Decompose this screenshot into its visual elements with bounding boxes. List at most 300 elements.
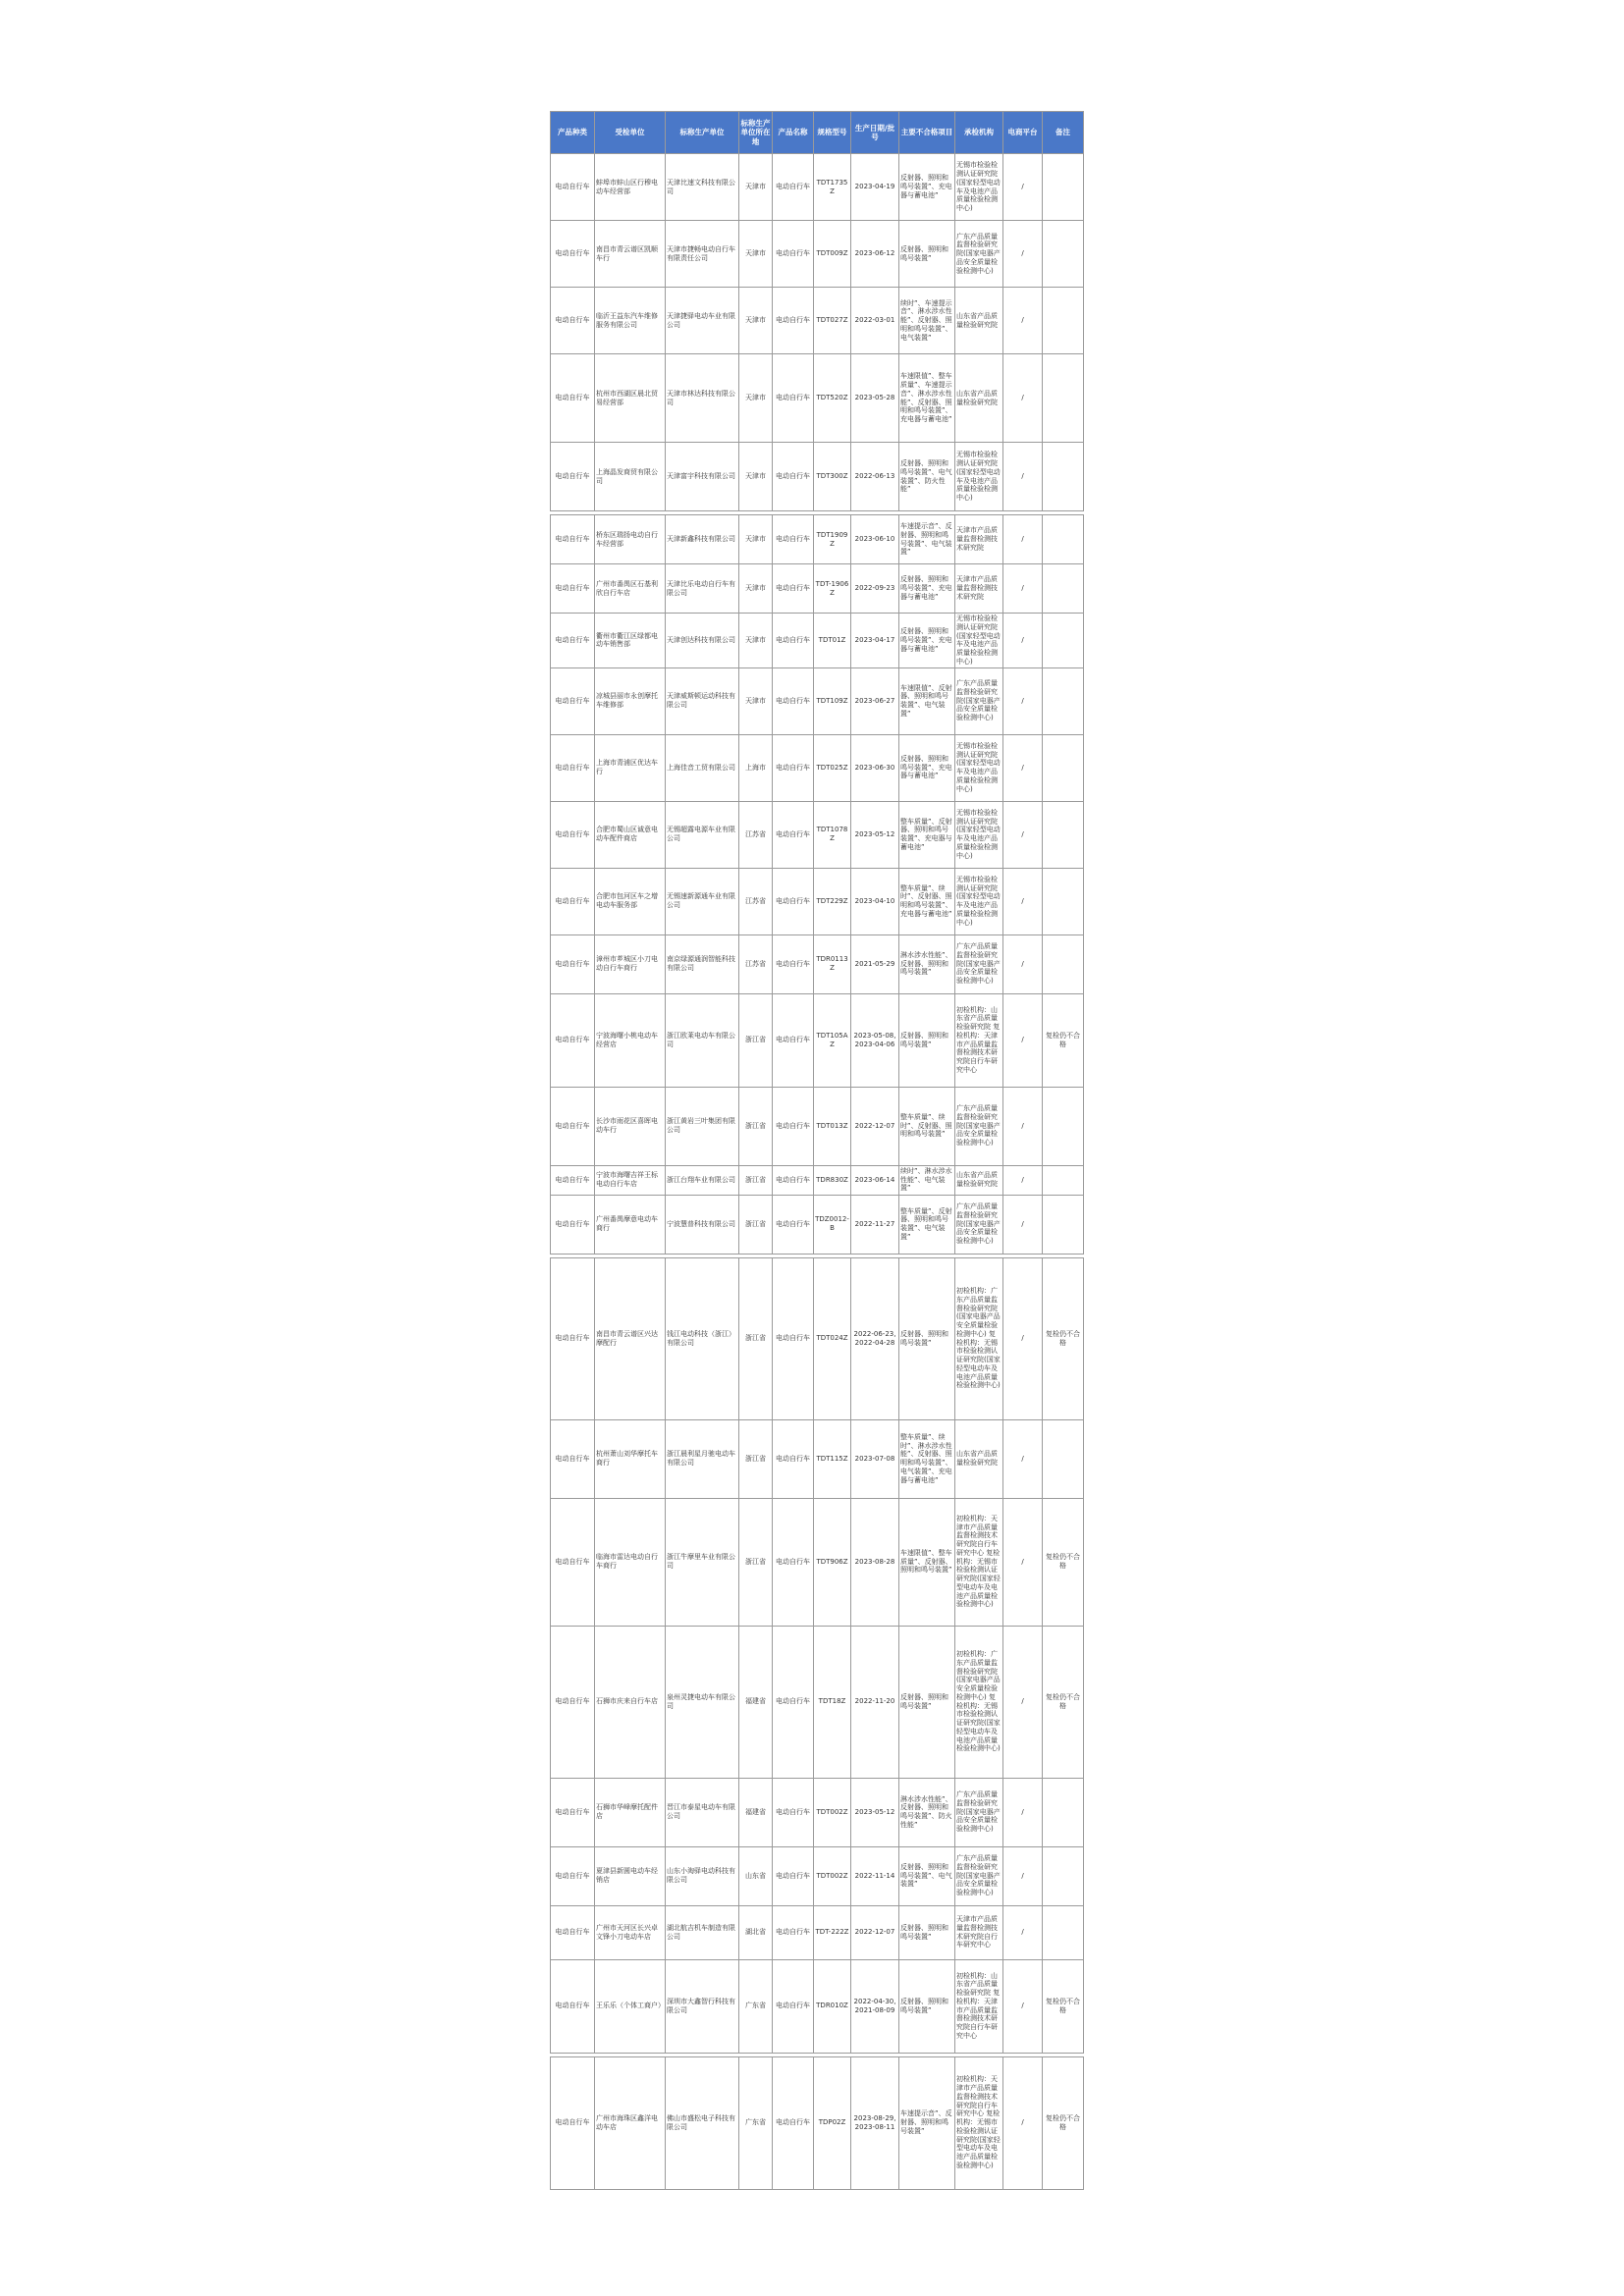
cell-location: 福建省	[739, 1626, 773, 1778]
cell-testing-agency: 山东省产品质量检验研究院	[955, 288, 1003, 354]
cell-inspected-unit: 宁波海曙小桃电动车经营店	[595, 993, 666, 1087]
cell-category: 电动自行车	[551, 515, 595, 564]
cell-remarks	[1043, 154, 1084, 221]
table-row	[551, 1087, 1084, 1165]
cell-production-date: 2023-06-30	[851, 734, 899, 801]
cell-testing-agency: 初检机构：山东省产品质量检验研究院 复检机构：天津市产品质量监督检测技术研究院自行车研究中心	[955, 1959, 1003, 2053]
cell-location: 湖北省	[739, 1905, 773, 1959]
cell-remarks	[1043, 564, 1084, 614]
cell-defects: 反射器、照明和鸣号装置”	[899, 1959, 955, 2053]
cell-ecommerce: /	[1003, 2056, 1043, 2189]
table-row	[551, 734, 1084, 801]
cell-production-date: 2022-11-14	[851, 1846, 899, 1905]
cell-category: 电动自行车	[551, 614, 595, 668]
cell-inspected-unit: 上海晶发商贸有限公司	[595, 443, 666, 511]
cell-location: 浙江省	[739, 993, 773, 1087]
cell-remarks: 复检仍不合格	[1043, 2056, 1084, 2189]
cell-inspected-unit: 杭州萧山刘华摩托车商行	[595, 1419, 666, 1498]
cell-testing-agency: 初检机构：山东省产品质量检验研究院 复检机构：天津市产品质量监督检测技术研究院自行车研究中心	[955, 993, 1003, 1087]
cell-inspected-unit: 合肥市蜀山区诚意电动车配件商店	[595, 801, 666, 868]
cell-manufacturer: 浙江欧莱电动车有限公司	[666, 993, 739, 1087]
cell-product-name: 电动自行车	[773, 1959, 814, 2053]
cell-location: 广东省	[739, 2056, 773, 2189]
cell-manufacturer: 浙江牛摩里车业有限公司	[666, 1498, 739, 1626]
cell-production-date: 2022-12-07	[851, 1087, 899, 1165]
cell-model: TDT-1906Z	[814, 564, 851, 614]
cell-location: 天津市	[739, 614, 773, 668]
cell-remarks	[1043, 1087, 1084, 1165]
cell-production-date: 2022-12-07	[851, 1905, 899, 1959]
table-row	[551, 1195, 1084, 1254]
cell-location: 浙江省	[739, 1087, 773, 1165]
cell-inspected-unit: 石狮市庆来自行车店	[595, 1626, 666, 1778]
cell-production-date: 2023-08-29,2023-08-11	[851, 2056, 899, 2189]
cell-location: 天津市	[739, 515, 773, 564]
cell-remarks	[1043, 1846, 1084, 1905]
col-header-category: 产品种类	[551, 112, 595, 154]
cell-product-name: 电动自行车	[773, 868, 814, 934]
cell-manufacturer: 天津比乐电动自行车有限公司	[666, 564, 739, 614]
cell-model: TDT01Z	[814, 614, 851, 668]
cell-location: 上海市	[739, 734, 773, 801]
cell-defects: 车速限值”、整车质量”、反射器、照明和鸣号装置”	[899, 1498, 955, 1626]
cell-ecommerce: /	[1003, 1257, 1043, 1419]
cell-manufacturer: 无锡超露电源车业有限公司	[666, 801, 739, 868]
cell-product-name: 电动自行车	[773, 667, 814, 734]
cell-remarks	[1043, 1905, 1084, 1959]
col-header-ecommerce: 电商平台	[1003, 112, 1043, 154]
cell-location: 天津市	[739, 667, 773, 734]
cell-product-name: 电动自行车	[773, 221, 814, 288]
cell-ecommerce: /	[1003, 515, 1043, 564]
cell-inspected-unit: 宁波市海曙吉祥王标电动自行车店	[595, 1165, 666, 1195]
cell-production-date: 2023-07-08	[851, 1419, 899, 1498]
cell-remarks: 复检仍不合格	[1043, 1498, 1084, 1626]
cell-inspected-unit: 临海市雷达电动自行车商行	[595, 1498, 666, 1626]
cell-model: TDT109Z	[814, 667, 851, 734]
cell-testing-agency: 山东省产品质量检验研究院	[955, 1165, 1003, 1195]
cell-testing-agency: 广东产品质量监督检验研究院(国家电器产品安全质量检验检测中心)	[955, 1087, 1003, 1165]
cell-ecommerce: /	[1003, 1626, 1043, 1778]
cell-production-date: 2022-03-01	[851, 288, 899, 354]
cell-manufacturer: 上海佳音工贸有限公司	[666, 734, 739, 801]
cell-remarks	[1043, 443, 1084, 511]
cell-production-date: 2023-06-14	[851, 1165, 899, 1195]
cell-ecommerce: /	[1003, 288, 1043, 354]
cell-inspected-unit: 广州市海珠区鑫洋电动车店	[595, 2056, 666, 2189]
col-header-manufacturer-location: 标称生产单位所在地	[739, 112, 773, 154]
cell-product-name: 电动自行车	[773, 1257, 814, 1419]
cell-manufacturer: 湖北航吉机车制造有限公司	[666, 1905, 739, 1959]
cell-production-date: 2022-06-23,2022-04-28	[851, 1257, 899, 1419]
cell-manufacturer: 天津比速文科技有限公司	[666, 154, 739, 221]
cell-location: 广东省	[739, 1959, 773, 2053]
cell-remarks: 复检仍不合格	[1043, 1257, 1084, 1419]
cell-inspected-unit: 漳州市芗城区小刀电动自行车商行	[595, 934, 666, 993]
cell-production-date: 2023-08-28	[851, 1498, 899, 1626]
cell-remarks	[1043, 934, 1084, 993]
cell-manufacturer: 天津富宇科技有限公司	[666, 443, 739, 511]
cell-category: 电动自行车	[551, 868, 595, 934]
cell-category: 电动自行车	[551, 1626, 595, 1778]
cell-model: TDT027Z	[814, 288, 851, 354]
cell-defects: 整车质量”、续时”、反射器、照明和鸣号装置”、充电器与蓄电池”	[899, 868, 955, 934]
cell-defects: 整车质量”、反射器、照明和鸣号装置”、电气装置”	[899, 1195, 955, 1254]
cell-defects: 反射器、照明和鸣号装置”	[899, 221, 955, 288]
cell-model: TDT009Z	[814, 221, 851, 288]
cell-category: 电动自行车	[551, 1195, 595, 1254]
cell-model: TDZ0012-B	[814, 1195, 851, 1254]
cell-remarks	[1043, 1195, 1084, 1254]
cell-manufacturer: 浙江黄岩三叶集团有限公司	[666, 1087, 739, 1165]
cell-product-name: 电动自行车	[773, 154, 814, 221]
cell-category: 电动自行车	[551, 1846, 595, 1905]
cell-manufacturer: 天津威斯顿运动科技有限公司	[666, 667, 739, 734]
cell-location: 浙江省	[739, 1165, 773, 1195]
cell-ecommerce: /	[1003, 564, 1043, 614]
cell-production-date: 2023-05-12	[851, 801, 899, 868]
cell-category: 电动自行车	[551, 1165, 595, 1195]
cell-model: TDT002Z	[814, 1778, 851, 1846]
cell-testing-agency: 广东产品质量监督检验研究院(国家电器产品安全质量检验检测中心)	[955, 221, 1003, 288]
cell-testing-agency: 广东产品质量监督检验研究院(国家电器产品安全质量检验检测中心)	[955, 667, 1003, 734]
cell-model: TDT002Z	[814, 1846, 851, 1905]
col-header-product-name: 产品名称	[773, 112, 814, 154]
cell-inspected-unit: 衢州市衢江区绿都电动车销售部	[595, 614, 666, 668]
cell-inspected-unit: 蚌埠市蚌山区行穆电动车经营部	[595, 154, 666, 221]
cell-ecommerce: /	[1003, 1419, 1043, 1498]
cell-location: 天津市	[739, 288, 773, 354]
col-header-remarks: 备注	[1043, 112, 1084, 154]
cell-ecommerce: /	[1003, 934, 1043, 993]
table-row	[551, 1959, 1084, 2053]
cell-remarks	[1043, 801, 1084, 868]
cell-defects: 续时”、淋水涉水性能”、电气装置”	[899, 1165, 955, 1195]
cell-ecommerce: /	[1003, 354, 1043, 443]
cell-remarks	[1043, 1419, 1084, 1498]
cell-category: 电动自行车	[551, 993, 595, 1087]
cell-defects: 反射器、照明和鸣号装置”、充电器与蓄电池”	[899, 564, 955, 614]
cell-model: TDT18Z	[814, 1626, 851, 1778]
cell-production-date: 2023-06-10	[851, 515, 899, 564]
cell-category: 电动自行车	[551, 154, 595, 221]
cell-model: TDT906Z	[814, 1498, 851, 1626]
table-body	[551, 154, 1084, 2190]
cell-category: 电动自行车	[551, 1257, 595, 1419]
cell-category: 电动自行车	[551, 801, 595, 868]
cell-category: 电动自行车	[551, 2056, 595, 2189]
cell-model: TDT115Z	[814, 1419, 851, 1498]
cell-production-date: 2023-04-17	[851, 614, 899, 668]
cell-product-name: 电动自行车	[773, 1626, 814, 1778]
cell-location: 江苏省	[739, 868, 773, 934]
cell-defects: 反射器、照明和鸣号装置”、电气装置”	[899, 1846, 955, 1905]
cell-testing-agency: 山东省产品质量检验研究院	[955, 1419, 1003, 1498]
cell-manufacturer: 天津创达科技有限公司	[666, 614, 739, 668]
cell-inspected-unit: 广州市天河区长兴卓文锋小刀电动车店	[595, 1905, 666, 1959]
cell-defects: 车速提示音”、反射器、照明和鸣号装置”	[899, 2056, 955, 2189]
cell-manufacturer: 天津市捷畅电动自行车有限责任公司	[666, 221, 739, 288]
cell-product-name: 电动自行车	[773, 1846, 814, 1905]
cell-ecommerce: /	[1003, 614, 1043, 668]
cell-model: TDR0113Z	[814, 934, 851, 993]
cell-model: TDR830Z	[814, 1165, 851, 1195]
cell-manufacturer: 泉州灵捷电动车有限公司	[666, 1626, 739, 1778]
cell-production-date: 2022-11-27	[851, 1195, 899, 1254]
cell-manufacturer: 天津市林达科技有限公司	[666, 354, 739, 443]
cell-remarks: 复检仍不合格	[1043, 1959, 1084, 2053]
cell-model: TDT105AZ	[814, 993, 851, 1087]
cell-testing-agency: 无锡市检验检测认证研究院(国家轻型电动车及电池产品质量检验检测中心)	[955, 801, 1003, 868]
cell-remarks	[1043, 354, 1084, 443]
table-row	[551, 443, 1084, 511]
cell-testing-agency: 无锡市检验检测认证研究院(国家轻型电动车及电池产品质量检验检测中心)	[955, 443, 1003, 511]
table-row	[551, 1846, 1084, 1905]
cell-production-date: 2023-06-27	[851, 667, 899, 734]
cell-location: 江苏省	[739, 934, 773, 993]
cell-remarks	[1043, 868, 1084, 934]
cell-model: TDT-222Z	[814, 1905, 851, 1959]
cell-product-name: 电动自行车	[773, 1778, 814, 1846]
cell-remarks	[1043, 667, 1084, 734]
cell-product-name: 电动自行车	[773, 2056, 814, 2189]
cell-inspected-unit: 南昌市青云谱区凯顺车行	[595, 221, 666, 288]
table-row	[551, 801, 1084, 868]
cell-ecommerce: /	[1003, 1087, 1043, 1165]
col-header-production-date: 生产日期/批号	[851, 112, 899, 154]
cell-inspected-unit: 广州番禺摩意电动车商行	[595, 1195, 666, 1254]
table-row	[551, 1419, 1084, 1498]
cell-manufacturer: 天津新鑫科技有限公司	[666, 515, 739, 564]
cell-remarks	[1043, 1778, 1084, 1846]
cell-category: 电动自行车	[551, 443, 595, 511]
cell-remarks	[1043, 288, 1084, 354]
cell-model: TDT520Z	[814, 354, 851, 443]
table-row	[551, 1778, 1084, 1846]
cell-inspected-unit: 凉城县丽市永创摩托车维修部	[595, 667, 666, 734]
cell-location: 江苏省	[739, 801, 773, 868]
cell-location: 浙江省	[739, 1419, 773, 1498]
cell-testing-agency: 天津市产品质量监督检测技术研究院自行车研究中心	[955, 1905, 1003, 1959]
table-row	[551, 1905, 1084, 1959]
cell-production-date: 2022-04-30,2021-08-09	[851, 1959, 899, 2053]
cell-location: 天津市	[739, 154, 773, 221]
cell-ecommerce: /	[1003, 1195, 1043, 1254]
cell-manufacturer: 南京绿源通润智能科技有限公司	[666, 934, 739, 993]
cell-model: TDT1078Z	[814, 801, 851, 868]
cell-defects: 整车质量”、反射器、照明和鸣号装置”、充电器与蓄电池”	[899, 801, 955, 868]
cell-model: TDP02Z	[814, 2056, 851, 2189]
cell-production-date: 2022-09-23	[851, 564, 899, 614]
cell-ecommerce: /	[1003, 1905, 1043, 1959]
table-header	[551, 112, 1084, 154]
cell-product-name: 电动自行车	[773, 614, 814, 668]
cell-manufacturer: 天津捷驿电动车业有限公司	[666, 288, 739, 354]
report-sheet	[550, 111, 1083, 2190]
cell-remarks: 复检仍不合格	[1043, 1626, 1084, 1778]
cell-ecommerce: /	[1003, 221, 1043, 288]
cell-testing-agency: 初检机构：广东产品质量监督检验研究院(国家电器产品安全质量检验检测中心) 复检机构：无锡市检验检测认证研究院(国家轻型电动车及电池产品质量检验检测中心)	[955, 1257, 1003, 1419]
cell-ecommerce: /	[1003, 443, 1043, 511]
cell-defects: 淋水涉水性能”、反射器、照明和鸣号装置”	[899, 934, 955, 993]
cell-production-date: 2023-04-19	[851, 154, 899, 221]
cell-defects: 整车质量”、续时”、反射器、照明和鸣号装置”	[899, 1087, 955, 1165]
cell-product-name: 电动自行车	[773, 1905, 814, 1959]
cell-testing-agency: 广东产品质量监督检验研究院(国家电器产品安全质量检验检测中心)	[955, 1778, 1003, 1846]
cell-inspected-unit: 广州市番禺区石基利欣自行车店	[595, 564, 666, 614]
table-row	[551, 868, 1084, 934]
table-row	[551, 1165, 1084, 1195]
cell-ecommerce: /	[1003, 1165, 1043, 1195]
cell-product-name: 电动自行车	[773, 1195, 814, 1254]
cell-testing-agency: 无锡市检验检测认证研究院(国家轻型电动车及电池产品质量检验检测中心)	[955, 868, 1003, 934]
cell-inspected-unit: 临沂王益东汽车维修服务有限公司	[595, 288, 666, 354]
cell-remarks	[1043, 221, 1084, 288]
cell-product-name: 电动自行车	[773, 354, 814, 443]
cell-category: 电动自行车	[551, 934, 595, 993]
cell-manufacturer: 晋江市泰星电动车有限公司	[666, 1778, 739, 1846]
cell-testing-agency: 初检机构：天津市产品质量监督检测技术研究院自行车研究中心 复检机构：无锡市检验检测认证研究院(国家轻型电动车及电池产品质量检验检测中心)	[955, 1498, 1003, 1626]
cell-model: TDT229Z	[814, 868, 851, 934]
cell-testing-agency: 天津市产品质量监督检测技术研究院	[955, 515, 1003, 564]
cell-defects: 车速提示音”、反射器、照明和鸣号装置”、电气装置”	[899, 515, 955, 564]
cell-location: 天津市	[739, 354, 773, 443]
cell-testing-agency: 山东省产品质量检验研究院	[955, 354, 1003, 443]
cell-manufacturer: 钱江电动科技（浙江）有限公司	[666, 1257, 739, 1419]
cell-category: 电动自行车	[551, 1419, 595, 1498]
col-header-defects: 主要不合格项目	[899, 112, 955, 154]
cell-ecommerce: /	[1003, 993, 1043, 1087]
cell-category: 电动自行车	[551, 1498, 595, 1626]
cell-category: 电动自行车	[551, 1778, 595, 1846]
cell-product-name: 电动自行车	[773, 734, 814, 801]
cell-production-date: 2023-04-10	[851, 868, 899, 934]
cell-inspected-unit: 杭州市西湖区晨北贸易经营部	[595, 354, 666, 443]
cell-location: 福建省	[739, 1778, 773, 1846]
cell-production-date: 2023-06-12	[851, 221, 899, 288]
cell-ecommerce: /	[1003, 868, 1043, 934]
cell-inspected-unit: 桥东区瑞扬电动自行车经营部	[595, 515, 666, 564]
cell-remarks	[1043, 734, 1084, 801]
cell-ecommerce: /	[1003, 1498, 1043, 1626]
cell-product-name: 电动自行车	[773, 564, 814, 614]
col-header-inspected-unit: 受检单位	[595, 112, 666, 154]
cell-ecommerce: /	[1003, 1959, 1043, 2053]
cell-category: 电动自行车	[551, 288, 595, 354]
cell-model: TDT1735Z	[814, 154, 851, 221]
cell-defects: 车速限值”、反射器、照明和鸣号装置”、电气装置”	[899, 667, 955, 734]
cell-model: TDT024Z	[814, 1257, 851, 1419]
cell-manufacturer: 宁波慧普科技有限公司	[666, 1195, 739, 1254]
cell-production-date: 2021-05-29	[851, 934, 899, 993]
table-row	[551, 667, 1084, 734]
cell-inspected-unit: 长沙市雨花区喜晖电动车行	[595, 1087, 666, 1165]
table-row	[551, 564, 1084, 614]
table-row	[551, 1498, 1084, 1626]
cell-remarks	[1043, 1165, 1084, 1195]
table-row	[551, 515, 1084, 564]
cell-location: 浙江省	[739, 1257, 773, 1419]
cell-defects: 续时”、车速提示音”、淋水涉水性能”、反射器、照明和鸣号装置”、电气装置”	[899, 288, 955, 354]
cell-product-name: 电动自行车	[773, 934, 814, 993]
cell-ecommerce: /	[1003, 154, 1043, 221]
cell-category: 电动自行车	[551, 1959, 595, 2053]
cell-production-date: 2023-05-28	[851, 354, 899, 443]
cell-manufacturer: 无锡速新源通车业有限公司	[666, 868, 739, 934]
cell-manufacturer: 山东小淘驿电动科技有限公司	[666, 1846, 739, 1905]
cell-production-date: 2023-05-08,2023-04-06	[851, 993, 899, 1087]
cell-category: 电动自行车	[551, 667, 595, 734]
cell-inspected-unit: 合肥市包河区车之增电动车服务部	[595, 868, 666, 934]
table-row	[551, 1626, 1084, 1778]
cell-remarks: 复检仍不合格	[1043, 993, 1084, 1087]
cell-testing-agency: 初检机构：天津市产品质量监督检测技术研究院自行车研究中心 复检机构：无锡市检验检测认证研究院(国家轻型电动车及电池产品质量检验检测中心)	[955, 2056, 1003, 2189]
col-header-testing-agency: 承检机构	[955, 112, 1003, 154]
cell-inspected-unit: 夏津县新圆电动车经销店	[595, 1846, 666, 1905]
cell-product-name: 电动自行车	[773, 288, 814, 354]
cell-product-name: 电动自行车	[773, 515, 814, 564]
cell-product-name: 电动自行车	[773, 993, 814, 1087]
table-row	[551, 221, 1084, 288]
cell-manufacturer: 浙江晨利星月驰电动车有限公司	[666, 1419, 739, 1498]
cell-inspected-unit: 上海市青浦区优达车行	[595, 734, 666, 801]
cell-product-name: 电动自行车	[773, 801, 814, 868]
cell-location: 天津市	[739, 221, 773, 288]
cell-category: 电动自行车	[551, 221, 595, 288]
cell-product-name: 电动自行车	[773, 1419, 814, 1498]
cell-production-date: 2022-11-20	[851, 1626, 899, 1778]
cell-testing-agency: 无锡市检验检测认证研究院(国家轻型电动车及电池产品质量检验检测中心)	[955, 614, 1003, 668]
cell-production-date: 2023-05-12	[851, 1778, 899, 1846]
cell-ecommerce: /	[1003, 1778, 1043, 1846]
cell-defects: 淋水涉水性能”、反射器、照明和鸣号装置”、防火性能”	[899, 1778, 955, 1846]
cell-manufacturer: 佛山市盛松电子科技有限公司	[666, 2056, 739, 2189]
cell-model: TDT013Z	[814, 1087, 851, 1165]
cell-testing-agency: 天津市产品质量监督检测技术研究院	[955, 564, 1003, 614]
cell-ecommerce: /	[1003, 667, 1043, 734]
cell-inspected-unit: 石狮市华峰摩托配件店	[595, 1778, 666, 1846]
cell-location: 浙江省	[739, 1195, 773, 1254]
cell-defects: 反射器、照明和鸣号装置”	[899, 993, 955, 1087]
table-row	[551, 2056, 1084, 2189]
cell-testing-agency: 初检机构：广东产品质量监督检验研究院(国家电器产品安全质量检验检测中心) 复检机构：无锡市检验检测认证研究院(国家轻型电动车及电池产品质量检验检测中心)	[955, 1626, 1003, 1778]
cell-defects: 反射器、照明和鸣号装置”、充电器与蓄电池”	[899, 614, 955, 668]
cell-model: TDT025Z	[814, 734, 851, 801]
col-header-manufacturer: 标称生产单位	[666, 112, 739, 154]
inspection-table	[550, 111, 1084, 2190]
cell-testing-agency: 广东产品质量监督检验研究院(国家电器产品安全质量检验检测中心)	[955, 1195, 1003, 1254]
table-row	[551, 354, 1084, 443]
table-row	[551, 1257, 1084, 1419]
col-header-model: 规格型号	[814, 112, 851, 154]
cell-location: 天津市	[739, 443, 773, 511]
cell-testing-agency: 广东产品质量监督检验研究院(国家电器产品安全质量检验检测中心)	[955, 934, 1003, 993]
cell-inspected-unit: 王乐乐（个体工商户）	[595, 1959, 666, 2053]
cell-model: TDT300Z	[814, 443, 851, 511]
cell-testing-agency: 无锡市检验检测认证研究院(国家轻型电动车及电池产品质量检验检测中心)	[955, 154, 1003, 221]
cell-category: 电动自行车	[551, 564, 595, 614]
cell-production-date: 2022-06-13	[851, 443, 899, 511]
cell-ecommerce: /	[1003, 734, 1043, 801]
cell-ecommerce: /	[1003, 801, 1043, 868]
cell-product-name: 电动自行车	[773, 1498, 814, 1626]
cell-category: 电动自行车	[551, 734, 595, 801]
cell-defects: 反射器、照明和鸣号装置”	[899, 1905, 955, 1959]
cell-manufacturer: 浙江台翔车业有限公司	[666, 1165, 739, 1195]
cell-defects: 反射器、照明和鸣号装置”	[899, 1257, 955, 1419]
cell-inspected-unit: 南昌市青云谱区兴达摩配行	[595, 1257, 666, 1419]
cell-defects: 整车质量”、续时”、淋水涉水性能”、反射器、照明和鸣号装置”、电气装置”、充电器与蓄电池”	[899, 1419, 955, 1498]
